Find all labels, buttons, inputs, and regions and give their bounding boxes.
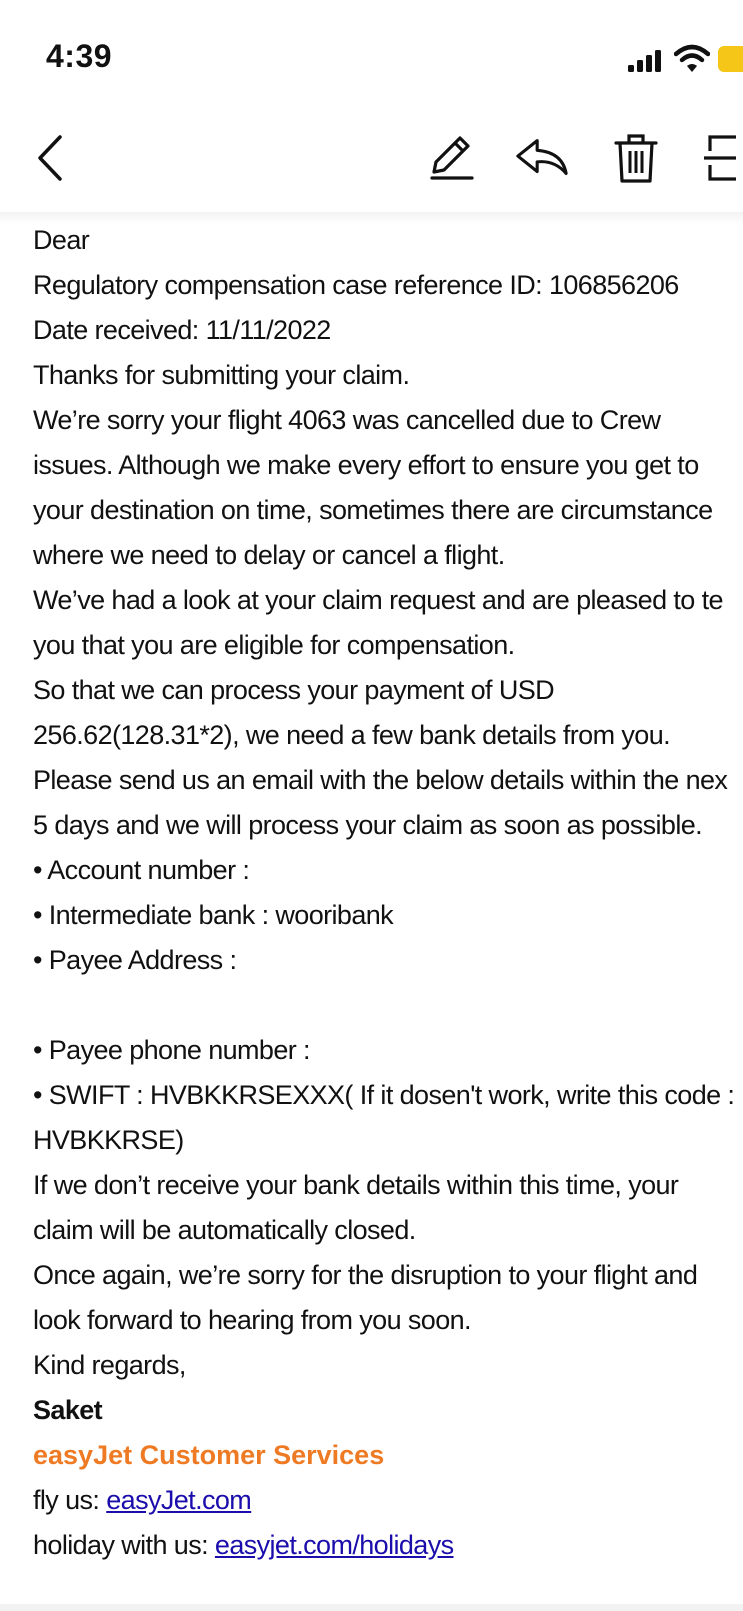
reply-button[interactable] (514, 130, 570, 186)
move-icon (700, 131, 740, 185)
paragraph-line: where we need to delay or cancel a flight. (33, 540, 505, 570)
signal-icon (628, 50, 664, 72)
holiday-line (33, 1523, 743, 1568)
edit-button[interactable] (422, 130, 478, 186)
holiday-label: holiday with us: (33, 1530, 215, 1560)
bottom-edge (0, 1604, 743, 1611)
signer-name: Saket (33, 1395, 103, 1425)
holidays-link[interactable]: easyjet.com/holidays (214, 1530, 454, 1560)
back-button[interactable] (22, 130, 78, 186)
back-icon (30, 133, 70, 183)
easyjet-link[interactable]: easyJet.com (106, 1485, 252, 1515)
paragraph-line: look forward to hearing from you soon. (33, 1305, 471, 1335)
paragraph-line: Please send us an email with the below details within the nex (33, 765, 728, 795)
paragraph-line: issues. Although we make every effort to ensure you get to (33, 450, 699, 480)
case-reference: Regulatory compensation case reference ID: 106856206 (33, 270, 679, 300)
bullet-item: • Payee Address : (33, 945, 237, 975)
greeting: Dear (33, 225, 90, 255)
bullet-item: • SWIFT : HVBKKRSEXXX( If it dosen't work, write this code : (33, 1080, 735, 1110)
email-body (33, 218, 743, 1568)
paragraph-line: 256.62(128.31*2), we need a few bank details from you. (33, 720, 671, 750)
bullet-item: • Account number : (33, 855, 250, 885)
paragraph-line: We’re sorry your flight 4063 was cancelled due to Crew (33, 405, 661, 435)
delete-button[interactable] (608, 130, 664, 186)
edit-icon (424, 132, 476, 184)
company-name: easyJet Customer Services (33, 1440, 385, 1470)
paragraph-line: So that we can process your payment of USD (33, 675, 555, 705)
blank-line (33, 983, 743, 1028)
thanks-line: Thanks for submitting your claim. (33, 360, 410, 390)
move-button[interactable] (700, 130, 743, 186)
battery-icon (718, 46, 743, 72)
paragraph-line: 5 days and we will process your claim as soon as possible. (33, 810, 703, 840)
trash-icon (612, 131, 660, 185)
bullet-item: • Payee phone number : (33, 1035, 310, 1065)
fly-label: fly us: (33, 1485, 107, 1515)
paragraph-line: If we don’t receive your bank details within this time, your (33, 1170, 679, 1200)
status-time: 4:39 (46, 38, 113, 74)
paragraph-line: Once again, we’re sorry for the disruption to your flight and (33, 1260, 698, 1290)
wifi-icon (674, 44, 710, 74)
closing: Kind regards, (33, 1350, 186, 1380)
bullet-item: HVBKKRSE) (33, 1125, 184, 1155)
status-bar (0, 0, 743, 120)
reply-icon (514, 132, 570, 184)
paragraph-line: claim will be automatically closed. (33, 1215, 416, 1245)
paragraph-line: We’ve had a look at your claim request and are pleased to te (33, 585, 723, 615)
paragraph-line: you that you are eligible for compensation. (33, 630, 515, 660)
date-received: Date received: 11/11/2022 (33, 315, 331, 345)
paragraph-line: your destination on time, sometimes there are circumstance (33, 495, 713, 525)
bullet-item: • Intermediate bank : wooribank (33, 900, 394, 930)
fly-line (33, 1478, 743, 1523)
